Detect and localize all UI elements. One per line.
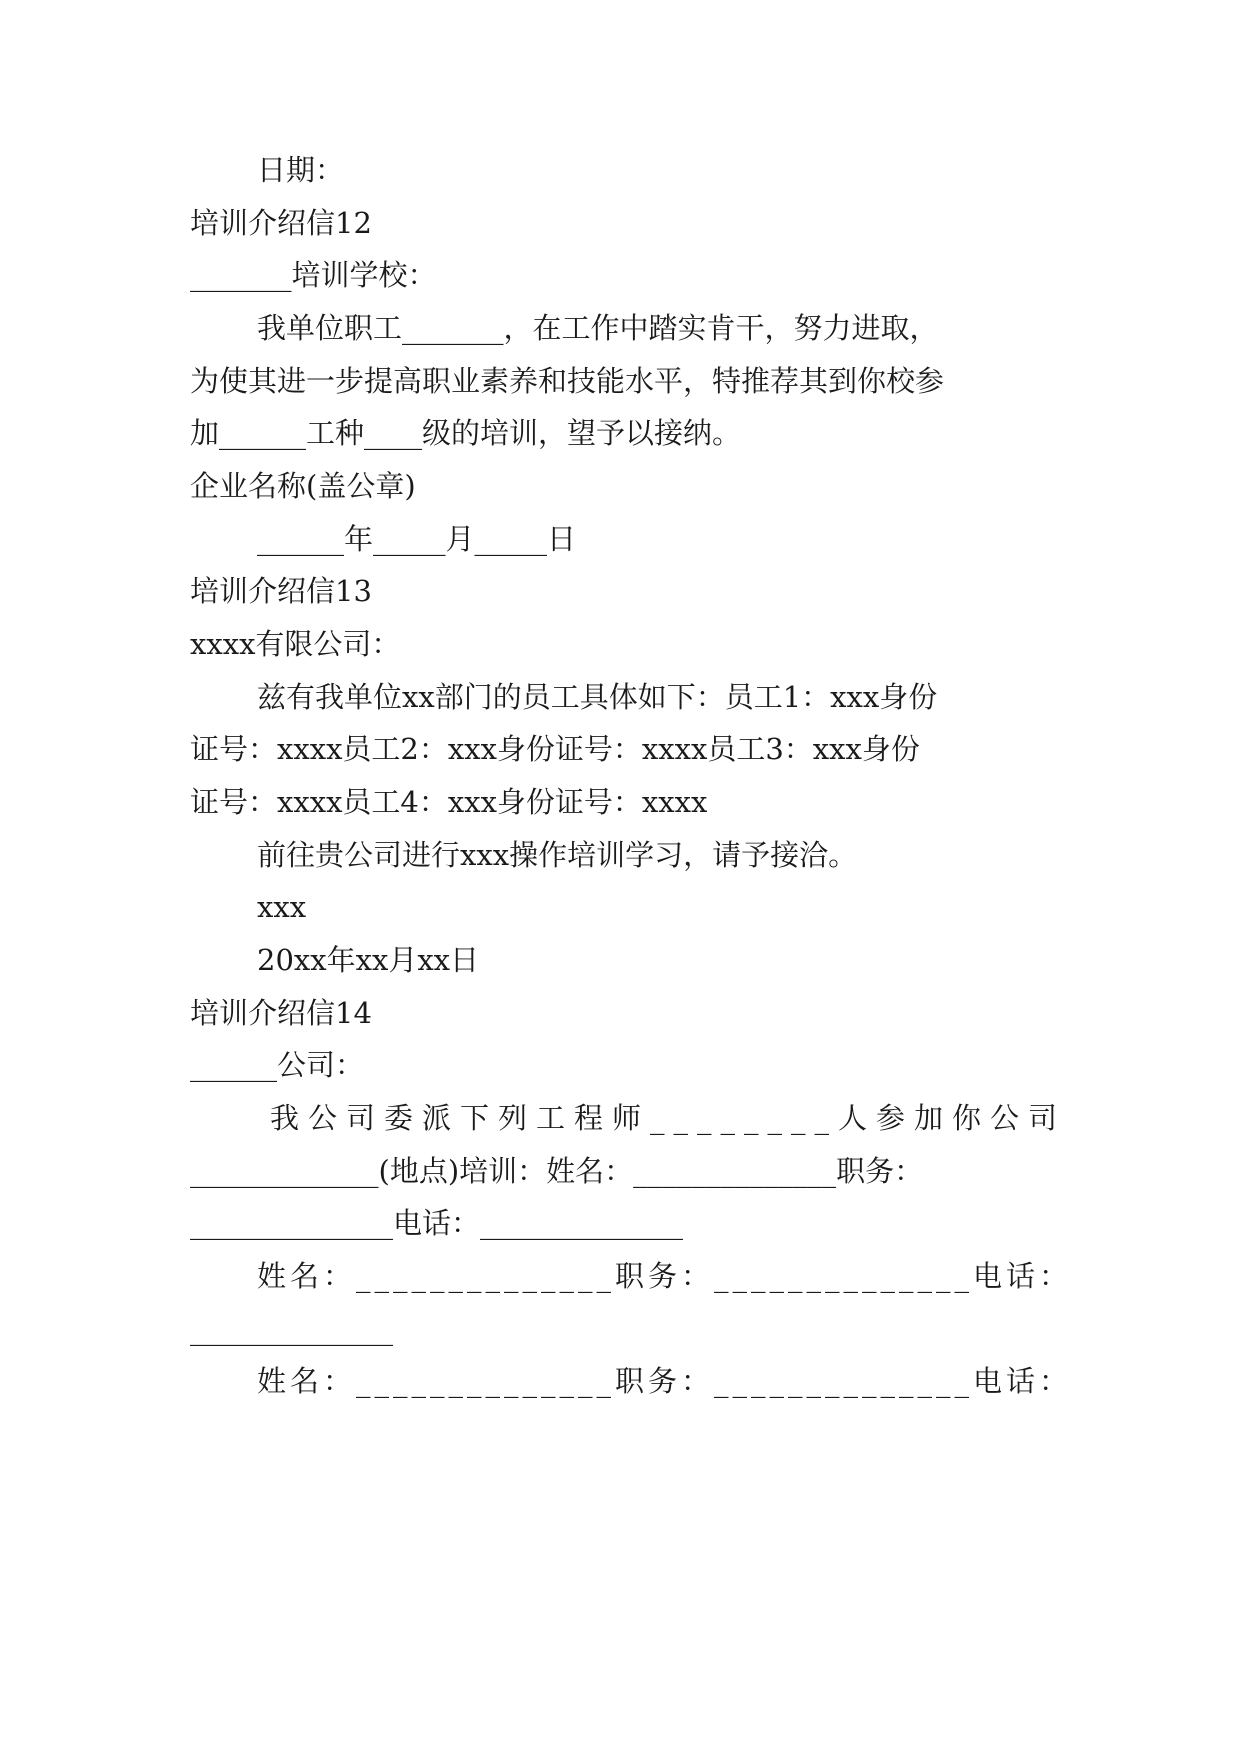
letter-13-title: 培训介绍信13 — [190, 574, 372, 608]
letter-14-body-line-3: ______________电话：______________ — [190, 1206, 684, 1240]
letter-14-attendee-row-1-cont: ______________ — [190, 1312, 393, 1346]
letter-12-body-line-3: 加______工种____级的培训，望予以接纳。 — [190, 416, 742, 450]
letter-12-body-line-1: 我单位职工_______，在工作中踏实肯干，努力进取， — [257, 311, 939, 345]
letter-13-body-line-4: 前往贵公司进行xxx操作培训学习，请予接洽。 — [257, 838, 858, 872]
letter-14-attendee-row-2: 姓名：______________职务：______________电话： — [257, 1364, 1073, 1398]
letter-12-company-seal: 企业名称(盖公章) — [190, 469, 416, 503]
letter-12-recipient: _______培训学校： — [190, 258, 437, 292]
date-label: 日期： — [257, 153, 345, 187]
letter-12-date-blank: ______年_____月_____日 — [257, 522, 577, 556]
letter-14-body-line-1: 我公司委派下列工程师________人参加你公司 — [270, 1101, 1067, 1135]
letter-14-title: 培训介绍信14 — [190, 996, 372, 1030]
letter-13-sender: xxx — [257, 890, 307, 924]
letter-13-body-line-2: 证号：xxxx员工2：xxx身份证号：xxxx员工3：xxx身份 — [190, 732, 920, 766]
letter-14-body-line-2: _____________(地点)培训：姓名：______________职务： — [190, 1154, 924, 1188]
letter-12-title: 培训介绍信12 — [190, 206, 372, 240]
letter-14-recipient: ______公司： — [190, 1048, 365, 1082]
letter-13-body-line-1: 兹有我单位xx部门的员工具体如下：员工1：xxx身份 — [257, 680, 938, 714]
letter-13-recipient: xxxx有限公司： — [190, 627, 401, 661]
letter-13-body-line-3: 证号：xxxx员工4：xxx身份证号：xxxx — [190, 785, 708, 819]
letter-13-date: 20xx年xx月xx日 — [257, 943, 480, 977]
letter-14-attendee-row-1: 姓名：______________职务：______________电话： — [257, 1259, 1073, 1293]
letter-12-body-line-2: 为使其进一步提高职业素养和技能水平，特推荐其到你校参 — [190, 364, 945, 398]
